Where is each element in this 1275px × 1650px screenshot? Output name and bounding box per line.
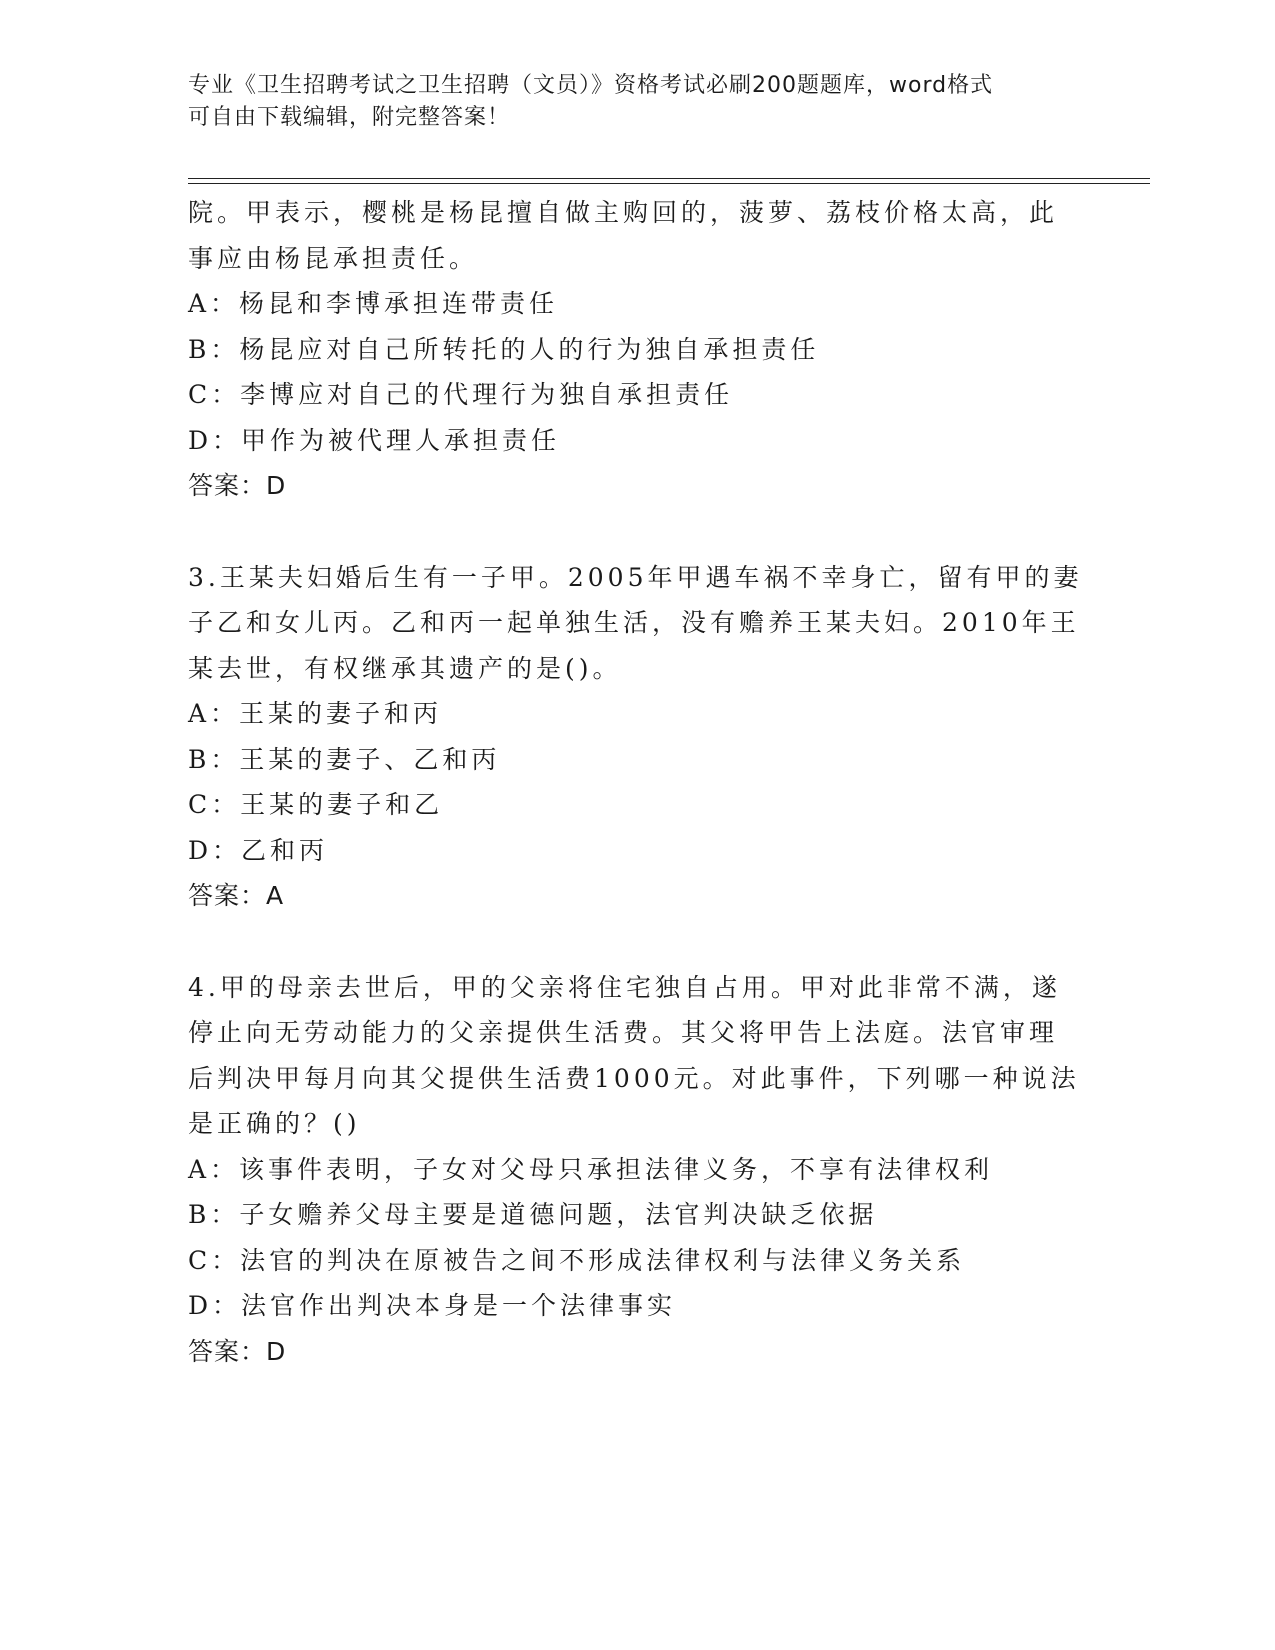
- header-divider-top: [188, 178, 1150, 179]
- option-c: C：法官的判决在原被告之间不形成法律权利与法律义务关系: [188, 1245, 966, 1275]
- option-b: B：杨昆应对自己所转托的人的行为独自承担责任: [188, 334, 820, 364]
- question-stem-line: 停止向无劳动能力的父亲提供生活费。其父将甲告上法庭。法官审理: [188, 1018, 1059, 1047]
- question-stem-line: 后判决甲每月向其父提供生活费1000元。对此事件，下列哪一种说法: [188, 1063, 1080, 1093]
- option-b: B：子女赡养父母主要是道德问题，法官判决缺乏依据: [188, 1200, 878, 1229]
- option-a: A：该事件表明，子女对父母只承担法律义务，不享有法律权利: [188, 1154, 994, 1184]
- option-d: D：乙和丙: [188, 835, 329, 865]
- answer-line: 答案：D: [188, 1336, 287, 1366]
- document-header: [188, 70, 1078, 134]
- header-line-2: 可自由下载编辑，附完整答案！: [188, 105, 511, 130]
- spacer: [188, 919, 1088, 965]
- document-body: [188, 190, 1088, 1374]
- question-stem-line: 3.王某夫妇婚后生有一子甲。2005年甲遇车祸不幸身亡，留有甲的妻: [188, 562, 1083, 592]
- spacer: [188, 509, 1088, 555]
- question-stem-line: 是正确的？(): [188, 1109, 361, 1138]
- option-c: C：李博应对自己的代理行为独自承担责任: [188, 380, 734, 409]
- question-3: [188, 555, 1088, 919]
- option-b: B：王某的妻子、乙和丙: [188, 744, 501, 774]
- option-d: D：甲作为被代理人承担责任: [188, 425, 561, 455]
- question-stem-line: 院。甲表示，樱桃是杨昆擅自做主购回的，菠萝、荔枝价格太高，此: [188, 198, 1059, 227]
- answer-line: 答案：A: [188, 881, 285, 910]
- header-divider-bottom: [188, 183, 1150, 184]
- question-4: [188, 965, 1088, 1375]
- option-c: C：王某的妻子和乙: [188, 790, 444, 819]
- answer-line: 答案：D: [188, 471, 287, 500]
- option-d: D：法官作出判决本身是一个法律事实: [188, 1291, 677, 1320]
- header-line-1: 专业《卫生招聘考试之卫生招聘（文员）》资格考试必刷200题题库，word格式: [188, 73, 994, 98]
- question-2: [188, 190, 1088, 509]
- question-stem-line: 子乙和女儿丙。乙和丙一起单独生活，没有赡养王某夫妇。2010年王: [188, 608, 1080, 637]
- question-stem-line: 4.甲的母亲去世后，甲的父亲将住宅独自占用。甲对此非常不满，遂: [188, 972, 1061, 1002]
- question-stem-line: 事应由杨昆承担责任。: [188, 243, 479, 273]
- option-a: A：杨昆和李博承担连带责任: [188, 289, 559, 318]
- question-stem-line: 某去世，有权继承其遗产的是()。: [188, 653, 622, 683]
- option-a: A：王某的妻子和丙: [188, 699, 443, 728]
